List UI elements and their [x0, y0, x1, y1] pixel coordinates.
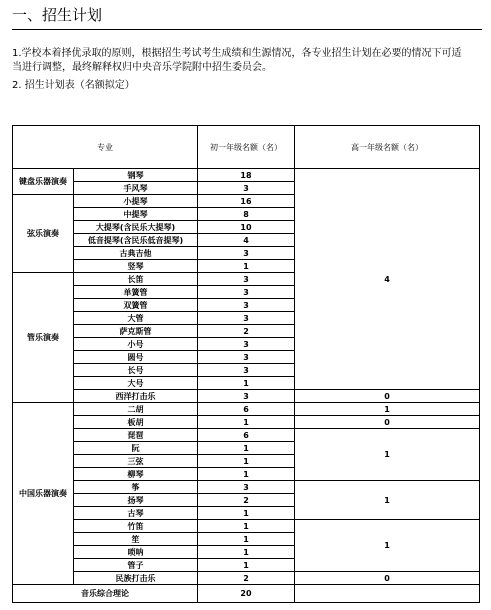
instrument-cell: 长笛 — [74, 273, 198, 286]
instrument-cell: 手风琴 — [74, 182, 198, 195]
instrument-cell: 三弦 — [74, 455, 198, 468]
table-row — [13, 403, 480, 416]
grade1-cell: 1 — [198, 533, 295, 546]
grade1-cell: 3 — [198, 273, 295, 286]
grade1-cell: 3 — [198, 312, 295, 325]
senior-cell-western-percussion: 0 — [295, 390, 480, 403]
instrument-cell: 阮 — [74, 442, 198, 455]
grade1-cell: 1 — [198, 260, 295, 273]
instrument-cell: 钢琴 — [74, 169, 198, 182]
grade1-cell: 6 — [198, 403, 295, 416]
header-senior1: 高一年级名额（名） — [295, 126, 480, 169]
grade1-cell: 1 — [198, 520, 295, 533]
header-major: 专业 — [13, 126, 198, 169]
grade1-cell: 1 — [198, 507, 295, 520]
grade1-cell: 8 — [198, 208, 295, 221]
grade1-cell: 3 — [198, 182, 295, 195]
theory-grade1-cell: 20 — [198, 585, 295, 603]
category-winds: 管乐演奏 — [13, 273, 74, 403]
category-strings: 弦乐演奏 — [13, 195, 74, 273]
grade1-cell: 1 — [198, 377, 295, 390]
instrument-cell: 管子 — [74, 559, 198, 572]
table-row — [13, 481, 480, 494]
category-keyboard: 键盘乐器演奏 — [13, 169, 74, 195]
instrument-cell: 大管 — [74, 312, 198, 325]
instrument-cell: 竹笛 — [74, 520, 198, 533]
grade1-cell: 1 — [198, 468, 295, 481]
grade1-cell: 3 — [198, 247, 295, 260]
header-grade1: 初一年级名额（名） — [198, 126, 295, 169]
grade1-cell: 2 — [198, 325, 295, 338]
instrument-cell: 萨克斯管 — [74, 325, 198, 338]
instrument-cell: 琵琶 — [74, 429, 198, 442]
grade1-cell: 1 — [198, 442, 295, 455]
instrument-cell: 中提琴 — [74, 208, 198, 221]
instrument-cell: 扬琴 — [74, 494, 198, 507]
table-caption: 2. 招生计划表（名额拟定） — [12, 80, 135, 91]
section-heading: 一、招生计划 — [12, 5, 482, 30]
instrument-cell: 民族打击乐 — [74, 572, 198, 585]
instrument-cell: 小号 — [74, 338, 198, 351]
grade1-cell: 1 — [198, 416, 295, 429]
instrument-cell: 单簧管 — [74, 286, 198, 299]
instrument-cell: 古琴 — [74, 507, 198, 520]
grade1-cell: 10 — [198, 221, 295, 234]
table-row — [13, 520, 480, 533]
grade1-cell: 4 — [198, 234, 295, 247]
grade1-cell: 3 — [198, 481, 295, 494]
table-row — [13, 390, 480, 403]
instrument-cell: 大提琴(含民乐大提琴) — [74, 221, 198, 234]
grade1-cell: 3 — [198, 338, 295, 351]
instrument-cell: 古典吉他 — [74, 247, 198, 260]
senior-cell-plucked: 1 — [295, 429, 480, 481]
grade1-cell: 16 — [198, 195, 295, 208]
theory-senior-cell — [295, 585, 480, 603]
senior-cell-zither: 1 — [295, 481, 480, 520]
instrument-cell: 板胡 — [74, 416, 198, 429]
grade1-cell: 3 — [198, 299, 295, 312]
grade1-cell: 3 — [198, 390, 295, 403]
instrument-cell: 长号 — [74, 364, 198, 377]
grade1-cell: 2 — [198, 494, 295, 507]
theory-label: 音乐综合理论 — [13, 585, 198, 603]
instrument-cell: 大号 — [74, 377, 198, 390]
senior-cell-banhu: 0 — [295, 416, 480, 429]
senior-cell-chinese-percussion: 0 — [295, 572, 480, 585]
instrument-cell: 二胡 — [74, 403, 198, 416]
grade1-cell: 3 — [198, 351, 295, 364]
table-row — [13, 416, 480, 429]
senior-cell-erhu: 1 — [295, 403, 480, 416]
grade1-cell: 6 — [198, 429, 295, 442]
grade1-cell: 1 — [198, 546, 295, 559]
instrument-cell: 低音提琴(含民乐低音提琴) — [74, 234, 198, 247]
grade1-cell: 3 — [198, 286, 295, 299]
senior-cell-winds-chinese: 1 — [295, 520, 480, 572]
category-chinese: 中国乐器演奏 — [13, 403, 74, 585]
grade1-cell: 1 — [198, 559, 295, 572]
grade1-cell: 2 — [198, 572, 295, 585]
instrument-cell: 圆号 — [74, 351, 198, 364]
grade1-cell: 18 — [198, 169, 295, 182]
grade1-cell: 3 — [198, 364, 295, 377]
instrument-cell: 笙 — [74, 533, 198, 546]
table-row — [13, 572, 480, 585]
grade1-cell: 1 — [198, 455, 295, 468]
instrument-cell: 唢呐 — [74, 546, 198, 559]
table-header-row — [13, 126, 480, 169]
table-row-theory — [13, 585, 480, 603]
instrument-cell: 双簧管 — [74, 299, 198, 312]
intro-paragraph-line1: 1.学校本着择优录取的原则，根据招生考试考生成绩和生源情况，各专业招生计划在必要的情况下可适 — [12, 48, 462, 59]
table-row — [13, 169, 480, 182]
table-row — [13, 429, 480, 442]
instrument-cell: 西洋打击乐 — [74, 390, 198, 403]
intro-paragraph-line2: 当进行调整，最终解释权归中央音乐学院附中招生委员会。 — [12, 62, 272, 73]
instrument-cell: 竖琴 — [74, 260, 198, 273]
instrument-cell: 筝 — [74, 481, 198, 494]
instrument-cell: 柳琴 — [74, 468, 198, 481]
enrollment-plan-table — [12, 125, 480, 603]
instrument-cell: 小提琴 — [74, 195, 198, 208]
senior-cell-keyboard-strings-winds: 4 — [295, 169, 480, 390]
